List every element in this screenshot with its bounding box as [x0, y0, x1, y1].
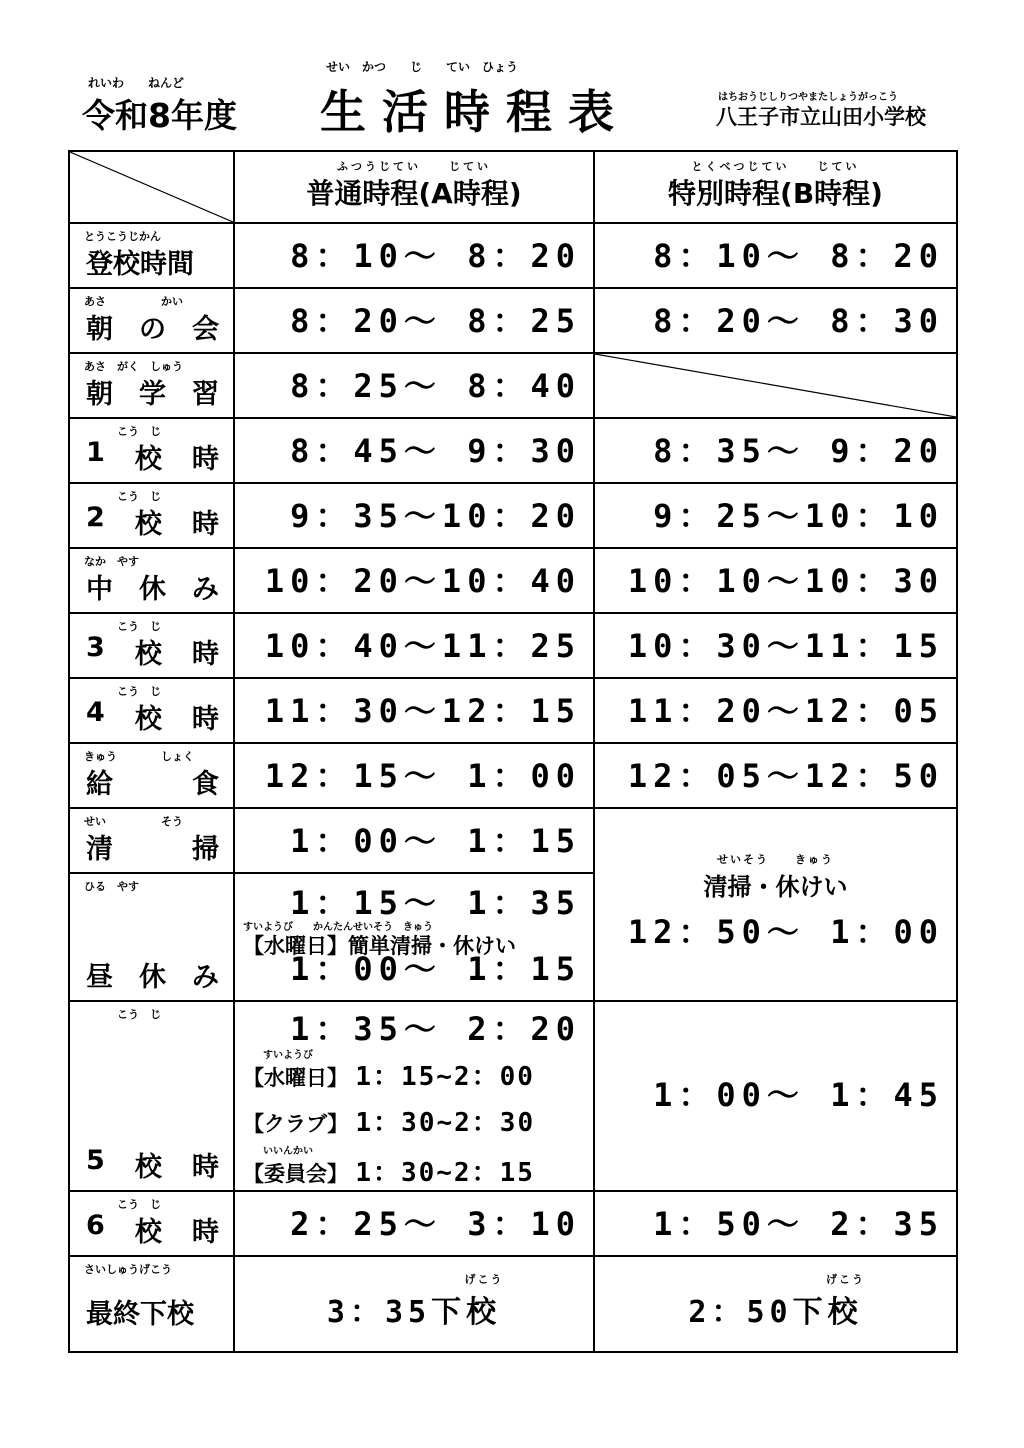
table-row	[69, 223, 957, 288]
time-b-cell	[594, 743, 957, 808]
time-a-cell	[234, 418, 594, 483]
row-label	[69, 808, 234, 873]
p5-wed: 【水曜日】	[243, 1066, 348, 1090]
period5-b-cell	[594, 1001, 957, 1191]
empty-b-cell	[594, 353, 957, 418]
period5-row	[69, 1001, 957, 1191]
row-label	[69, 1191, 234, 1256]
time-range: 10：30～11：15	[627, 627, 944, 665]
final-time: 2：50下校	[688, 1295, 863, 1330]
diagonal-line	[70, 152, 233, 222]
column-a-title: 普通時程(A時程)	[306, 177, 522, 210]
time-b-cell	[594, 288, 957, 353]
time-b-cell	[594, 548, 957, 613]
label-text: 昼 休 み	[86, 962, 219, 993]
table-row	[69, 808, 957, 873]
p5-comm-ruby: いいんかい	[263, 1146, 313, 1157]
label-text: 給 食	[86, 769, 219, 800]
column-b-header	[594, 151, 957, 223]
time-range: 10：10～10：30	[627, 562, 944, 600]
label-text: 登校時間	[86, 249, 194, 280]
lunch-break-a-cell	[234, 873, 594, 1001]
time-a-cell	[234, 353, 594, 418]
lunch-note-ruby: すいようび かんたんせいそう きゅう	[243, 922, 433, 933]
p5-wed-ruby: すいようび	[263, 1050, 313, 1061]
time-range: 8：10～ 8：20	[653, 237, 944, 275]
row-label	[69, 873, 234, 1001]
time-range: 1：00～ 1：15	[290, 822, 581, 860]
schedule-rows	[69, 223, 957, 1352]
time-b-cell	[594, 1191, 957, 1256]
row-label	[69, 223, 234, 288]
time-b-cell	[594, 678, 957, 743]
label-text: 2 校 時	[86, 502, 219, 540]
label-ruby: こう じ	[84, 425, 161, 438]
final-dismissal-row	[69, 1256, 957, 1352]
label-ruby: あさ かい	[84, 295, 183, 308]
label-ruby: きゅう しょく	[84, 750, 194, 763]
label-text: 5 校 時	[86, 1145, 219, 1183]
time-a-cell	[234, 613, 594, 678]
label-text: 1 校 時	[86, 437, 219, 475]
page-title: 生 活 時 程 表	[320, 85, 615, 139]
time-a-cell	[234, 678, 594, 743]
time-range: 11：30～12：15	[264, 692, 581, 730]
time-range: 8：20～ 8：30	[653, 302, 944, 340]
time-a-cell	[234, 223, 594, 288]
column-b-ruby: とくべつじてい じてい	[691, 160, 860, 173]
lunch-time-2: 1：00～ 1：15	[290, 950, 581, 988]
label-text: 4 校 時	[86, 697, 219, 735]
p5-main: 1：35～ 2：20	[290, 1010, 581, 1048]
final-ruby: げこう	[464, 1273, 504, 1286]
time-range: 12：15～ 1：00	[264, 757, 581, 795]
time-range: 8：10～ 8：20	[290, 237, 581, 275]
table-row	[69, 1191, 957, 1256]
school-name: 八王子市立山田小学校	[716, 105, 926, 129]
time-a-cell	[234, 483, 594, 548]
table-row	[69, 743, 957, 808]
row-label	[69, 743, 234, 808]
label-ruby: こう じ	[84, 685, 161, 698]
label-text: 6 校 時	[86, 1210, 219, 1248]
time-b-cell	[594, 223, 957, 288]
time-a-cell	[234, 288, 594, 353]
label-ruby: あさ がく しゅう	[84, 360, 183, 373]
time-range: 2：25～ 3：10	[290, 1205, 581, 1243]
lunch-time-1: 1：15～ 1：35	[290, 884, 581, 922]
table-row	[69, 678, 957, 743]
time-range: 10：40～11：25	[264, 627, 581, 665]
cleaning-ruby: せいそう きゅう	[717, 853, 834, 866]
corner-cell	[69, 151, 234, 223]
cleaning-time: 12：50～ 1：00	[627, 913, 944, 951]
final-b-cell	[594, 1256, 957, 1352]
time-range: 10：20～10：40	[264, 562, 581, 600]
table-row	[69, 613, 957, 678]
final-a-cell	[234, 1256, 594, 1352]
time-range: 8：45～ 9：30	[290, 432, 581, 470]
table-row	[69, 548, 957, 613]
p5-wed-time: 1：15~2：00	[355, 1062, 535, 1092]
label-text: 3 校 時	[86, 632, 219, 670]
label-text: 中 休 み	[86, 574, 219, 605]
row-label	[69, 483, 234, 548]
time-a-cell	[234, 548, 594, 613]
time-range: 9：35～10：20	[290, 497, 581, 535]
table-row	[69, 353, 957, 418]
time-b-cell	[594, 613, 957, 678]
school-ruby: はちおうじしりつやまたしょうがっこう	[718, 92, 898, 103]
period5-a-cell	[234, 1001, 594, 1191]
time-a-cell	[234, 808, 594, 873]
time-a-cell	[234, 1191, 594, 1256]
schedule-table	[68, 150, 958, 1353]
header-row	[69, 151, 957, 223]
time-range: 11：20～12：05	[627, 692, 944, 730]
row-label	[69, 418, 234, 483]
time-range: 1：50～ 2：35	[653, 1205, 944, 1243]
label-text: 朝 の 会	[86, 314, 219, 345]
time-range: 12：05～12：50	[627, 757, 944, 795]
time-b-cell	[594, 483, 957, 548]
label-ruby: とうこうじかん	[84, 230, 161, 243]
row-label	[69, 1001, 234, 1191]
p5-comm: 【委員会】	[243, 1162, 348, 1186]
time-b-cell	[594, 418, 957, 483]
p5-club-time: 1：30~2：30	[355, 1108, 536, 1138]
label-ruby: なか やす	[84, 555, 139, 568]
row-label	[69, 548, 234, 613]
year-ruby: れいわ ねんど	[88, 76, 185, 90]
title-ruby: せい かつ じ てい ひょう	[326, 60, 519, 74]
p5-club: 【クラブ】	[243, 1112, 349, 1136]
label-ruby: ひる やす	[84, 880, 139, 893]
label-ruby: こう じ	[84, 1008, 161, 1021]
final-ruby: げこう	[826, 1273, 865, 1286]
label-ruby: こう じ	[84, 490, 161, 503]
row-label	[69, 353, 234, 418]
table-row	[69, 483, 957, 548]
row-label	[69, 678, 234, 743]
label-ruby: せい そう	[84, 815, 183, 828]
label-ruby: さいしゅうげこう	[84, 1263, 172, 1276]
label-ruby: こう じ	[84, 620, 161, 633]
label-text: 清 掃	[86, 834, 219, 865]
column-a-ruby: ふつうじてい じてい	[337, 160, 491, 173]
table-row	[69, 288, 957, 353]
cleaning-break-b-cell	[594, 808, 957, 1001]
label-text: 朝 学 習	[86, 379, 219, 410]
time-range: 8：35～ 9：20	[653, 432, 944, 470]
column-b-title: 特別時程(B時程)	[668, 177, 883, 210]
final-time: 3：35下校	[326, 1295, 502, 1330]
p5-comm-time: 1：30~2：15	[355, 1158, 535, 1188]
lunch-note: 【水曜日】簡単清掃・休けい	[243, 934, 516, 958]
row-label	[69, 613, 234, 678]
time-range: 8：20～ 8：25	[290, 302, 581, 340]
time-a-cell	[234, 743, 594, 808]
row-label	[69, 288, 234, 353]
time-range: 8：25～ 8：40	[290, 367, 581, 405]
cleaning-label: 清掃・休けい	[703, 873, 848, 901]
time-range: 9：25～10：10	[653, 497, 944, 535]
column-a-header	[234, 151, 594, 223]
year-label: 令和8年度	[82, 96, 237, 135]
time-range: 1：00～ 1：45	[653, 1076, 944, 1114]
label-ruby: こう じ	[84, 1198, 161, 1211]
label-text: 最終下校	[86, 1299, 194, 1330]
row-label	[69, 1256, 234, 1352]
table-row	[69, 418, 957, 483]
